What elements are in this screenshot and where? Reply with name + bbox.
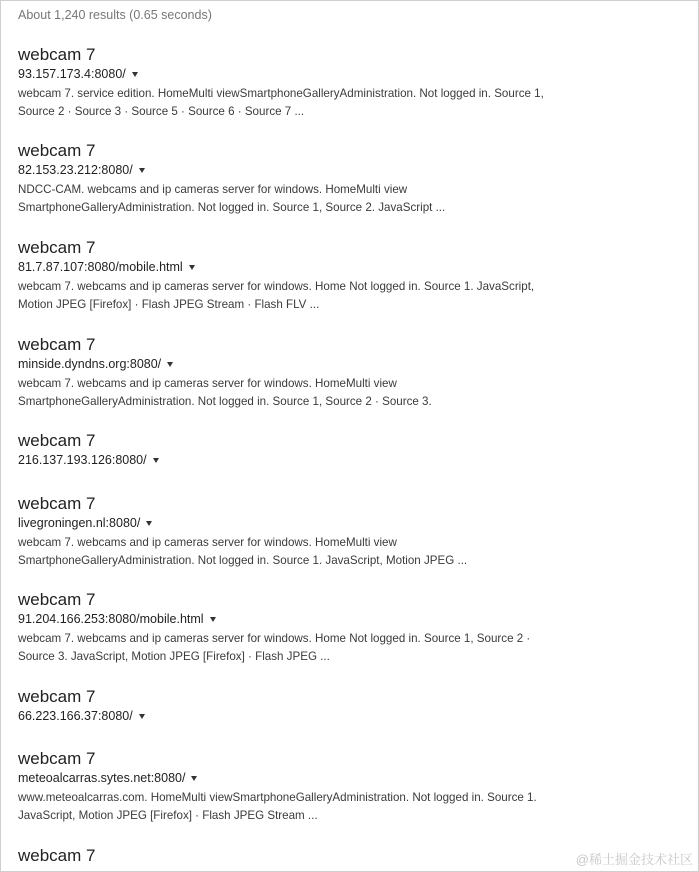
snippet-line: webcam 7. webcams and ip cameras server for windows. Home Not logged in. Source 1, Source 2 · (18, 632, 531, 645)
snippet-line: webcam 7. service edition. HomeMulti viewSmartphoneGalleryAdministration. Not logged in. Source 1, (18, 87, 544, 100)
result-title-link[interactable]: webcam 7 (18, 590, 96, 609)
result-title-link[interactable]: webcam 7 (18, 431, 96, 450)
result-snippet (18, 789, 658, 824)
dropdown-arrow-icon[interactable] (191, 776, 197, 781)
search-result (18, 141, 658, 216)
result-snippet (18, 181, 658, 216)
search-result (18, 846, 658, 866)
dropdown-arrow-icon[interactable] (153, 458, 159, 463)
dropdown-arrow-icon[interactable] (132, 72, 138, 77)
snippet-line: webcam 7. webcams and ip cameras server for windows. HomeMulti view (18, 377, 397, 390)
search-result (18, 238, 658, 313)
result-url-line (18, 162, 658, 178)
result-title-link[interactable]: webcam 7 (18, 238, 96, 257)
search-result (18, 45, 658, 120)
search-result (18, 335, 658, 410)
search-result (18, 494, 658, 569)
result-title-link[interactable]: webcam 7 (18, 141, 96, 160)
snippet-line: SmartphoneGalleryAdministration. Not logged in. Source 1. JavaScript, Motion JPEG ... (18, 553, 468, 567)
result-url-line (18, 66, 658, 82)
snippet-line: JavaScript, Motion JPEG [Firefox] · Flash JPEG Stream ... (18, 808, 318, 822)
result-snippet (18, 85, 658, 120)
result-title-link[interactable]: webcam 7 (18, 687, 96, 706)
watermark: @稀土掘金技术社区 (575, 852, 693, 867)
result-url[interactable]: meteoalcarras.sytes.net:8080/ (18, 771, 186, 785)
search-result (18, 749, 658, 824)
result-title-link[interactable]: webcam 7 (18, 846, 96, 865)
snippet-line: Source 3. JavaScript, Motion JPEG [Firefox] · Flash JPEG ... (18, 649, 330, 663)
dropdown-arrow-icon[interactable] (210, 617, 216, 622)
result-url[interactable]: minside.dyndns.org:8080/ (18, 357, 162, 371)
snippet-line: SmartphoneGalleryAdministration. Not logged in. Source 1, Source 2. JavaScript ... (18, 200, 446, 214)
result-snippet (18, 630, 658, 665)
result-snippet (18, 534, 658, 569)
snippet-line: SmartphoneGalleryAdministration. Not logged in. Source 1, Source 2 · Source 3. (18, 394, 432, 408)
snippet-line: www.meteoalcarras.com. HomeMulti viewSmartphoneGalleryAdministration. Not logged in. Source 1. (18, 791, 537, 804)
result-url[interactable]: 93.157.173.4:8080/ (18, 67, 126, 81)
result-url[interactable]: 81.7.87.107:8080/mobile.html (18, 260, 183, 274)
result-url-line (18, 259, 658, 275)
search-result (18, 687, 658, 724)
result-title-link[interactable]: webcam 7 (18, 749, 96, 768)
result-snippet (18, 375, 658, 410)
dropdown-arrow-icon[interactable] (167, 362, 173, 367)
snippet-line: webcam 7. webcams and ip cameras server for windows. Home Not logged in. Source 1. JavaScript, (18, 280, 535, 293)
result-url[interactable]: 91.204.166.253:8080/mobile.html (18, 612, 204, 626)
snippet-line: Source 2 · Source 3 · Source 5 · Source 6 · Source 7 ... (18, 104, 305, 118)
result-url[interactable]: 82.153.23.212:8080/ (18, 163, 133, 177)
result-url[interactable]: 66.223.166.37:8080/ (18, 709, 133, 723)
snippet-line: NDCC-CAM. webcams and ip cameras server for windows. HomeMulti view (18, 183, 408, 196)
result-url-line (18, 611, 658, 627)
result-url-line (18, 770, 658, 786)
dropdown-arrow-icon[interactable] (139, 714, 145, 719)
result-url-line (18, 452, 658, 468)
dropdown-arrow-icon[interactable] (189, 265, 195, 270)
result-url-line (18, 356, 658, 372)
snippet-line: Motion JPEG [Firefox] · Flash JPEG Stream · Flash FLV ... (18, 297, 320, 311)
result-title-link[interactable]: webcam 7 (18, 494, 96, 513)
search-result (18, 590, 658, 665)
result-title-link[interactable]: webcam 7 (18, 45, 96, 64)
dropdown-arrow-icon[interactable] (139, 168, 145, 173)
result-snippet (18, 278, 658, 313)
result-url-line (18, 708, 658, 724)
result-url-line (18, 515, 658, 531)
search-result (18, 431, 658, 468)
result-stats: About 1,240 results (0.65 seconds) (18, 8, 212, 22)
dropdown-arrow-icon[interactable] (146, 521, 152, 526)
result-url[interactable]: 216.137.193.126:8080/ (18, 453, 147, 467)
result-title-link[interactable]: webcam 7 (18, 335, 96, 354)
result-url[interactable]: livegroningen.nl:8080/ (18, 516, 141, 530)
snippet-line: webcam 7. webcams and ip cameras server for windows. HomeMulti view (18, 536, 397, 549)
